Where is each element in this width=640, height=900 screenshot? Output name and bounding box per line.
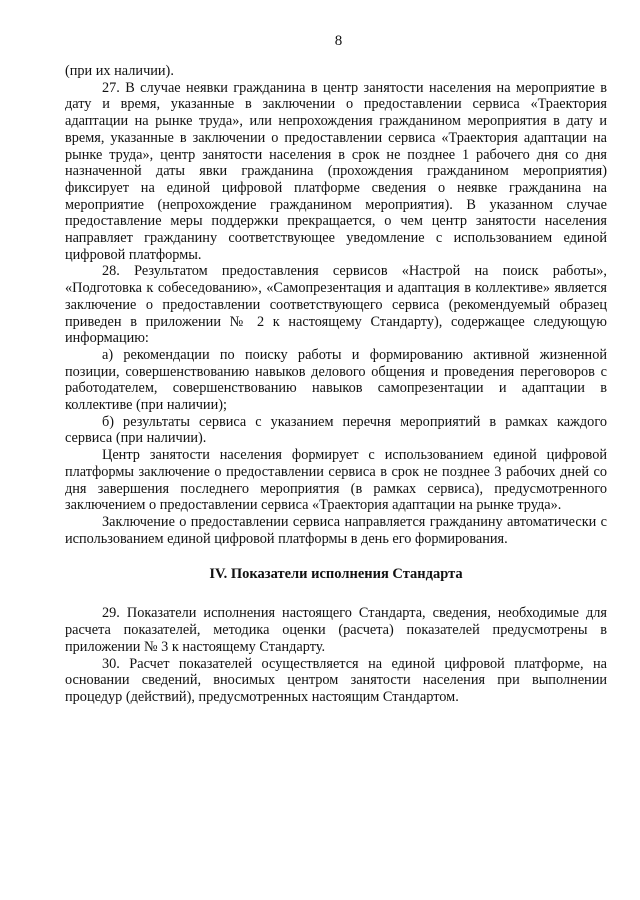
document-body [65, 63, 607, 706]
paragraph-continuation: (при их наличии). [65, 63, 174, 79]
paragraph-28-item-b: б) результаты сервиса с указанием перечня мероприятий в рамках каждого сервиса (при наличии). [65, 413, 607, 447]
paragraph-27: 27. В случае неявки гражданина в центр занятости населения на мероприятие в дату и время, указанные в заключении о предоставлении сервиса «Траектория адаптации на рынке труда», или непрохождения гражданином мероприятия в дату и время, указанные в заключении о предоставлении сервиса «Траектория адаптации на рынке труда», центр занятости населения в срок не позднее 1 рабочего дня со дня назначенной даты явки гражданина (прохождения гражданином мероприятия) фиксирует на единой цифровой платформе сведения о неявке гражданина на мероприятие (непрохождение гражданином мероприятия). В указанном случае предоставление меры поддержки прекращается, о чем центр занятости населения направляет гражданину соответствующее уведомление с использованием единой цифровой платформы. [65, 79, 607, 263]
paragraph-conclusion-formation: Центр занятости населения формирует с использованием единой цифровой платформы заключение о предоставлении сервиса в срок не позднее 3 рабочих дней со дня завершения последнего мероприятия (в рамках сервиса), предусмотренного заключением о предоставлении сервиса «Траектория адаптации на рынке труда». [65, 447, 607, 514]
paragraph-30: 30. Расчет показателей осуществляется на единой цифровой платформе, на основании сведений, вносимых центром занятости населения при выполнении процедур (действий), предусмотренных настоящим Стандартом. [65, 655, 607, 705]
paragraph-conclusion-delivery: Заключение о предоставлении сервиса направляется гражданину автоматически с использованием единой цифровой платформы в день его формирования. [65, 513, 607, 547]
paragraph-29: 29. Показатели исполнения настоящего Стандарта, сведения, необходимые для расчета показателей, методика оценки (расчета) показателей предусмотрены в приложении № 3 к настоящему Стандарту. [65, 605, 607, 655]
paragraph-28: 28. Результатом предоставления сервисов «Настрой на поиск работы», «Подготовка к собеседованию», «Самопрезентация и адаптация в коллективе» является заключение о предоставлении соответствующего сервиса (рекомендуемый образец приведен в приложении № 2 к настоящему Стандарту), содержащее следующую информацию: [65, 263, 607, 347]
page-number: 8 [334, 33, 343, 49]
paragraph-28-item-a: а) рекомендации по поиску работы и формированию активной жизненной позиции, совершенствованию навыков делового общения и проведения переговоров с работодателем, совершенствованию навыков самопрезентации и адаптации в коллективе (при наличии); [65, 346, 607, 414]
section-heading: IV. Показатели исполнения Стандарта [209, 566, 463, 583]
